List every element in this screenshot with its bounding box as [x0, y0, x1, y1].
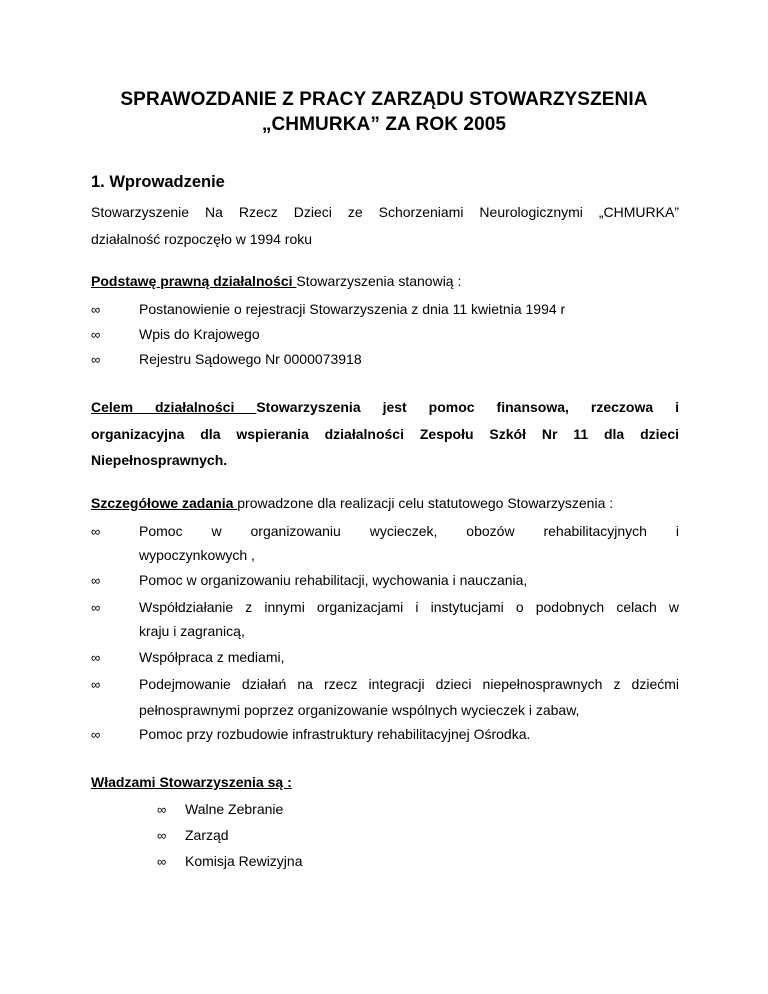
intro-paragraph-line-1: Stowarzyszenie Na Rzecz Dzieci ze Schorzeniami Neurologicznymi „CHMURKA”	[91, 204, 679, 220]
bullet-icon: ∞	[91, 327, 101, 342]
bullet-icon: ∞	[91, 573, 101, 588]
purpose-paragraph-line-2: organizacyjna dla wspierania działalności Zespołu Szkół Nr 11 dla dzieci	[91, 426, 679, 442]
document-title-line-2: „CHMURKA” ZA ROK 2005	[261, 114, 507, 135]
list-item-continuation: kraju i zagranicą,	[139, 623, 245, 639]
bullet-icon: ∞	[91, 727, 101, 742]
list-item-text: Pomoc w organizowaniu rehabilitacji, wychowania i nauczania,	[139, 572, 528, 588]
tasks-text: prowadzone dla realizacji celu statutowego Stowarzyszenia :	[237, 495, 614, 511]
list-item-text: Wpis do Krajowego	[139, 326, 260, 342]
purpose-paragraph-line-3: Niepełnosprawnych.	[91, 452, 228, 468]
bullet-icon: ∞	[91, 352, 101, 367]
intro-paragraph-line-2: działalność rozpoczęło w 1994 roku	[91, 231, 313, 247]
tasks-label: Szczegółowe zadania	[91, 495, 238, 511]
document-title-line-1: SPRAWOZDANIE Z PRACY ZARZĄDU STOWARZYSZENIA	[120, 89, 648, 110]
bullet-icon: ∞	[157, 802, 167, 817]
list-item-text: Rejestru Sądowego Nr 0000073918	[139, 351, 362, 367]
purpose-paragraph-line-1	[91, 398, 679, 417]
bullet-icon: ∞	[91, 677, 101, 692]
list-item-text: Pomoc przy rozbudowie infrastruktury rehabilitacyjnej Ośrodka.	[139, 726, 531, 742]
bullet-icon: ∞	[91, 302, 101, 317]
list-item-continuation: wypoczynkowych ,	[139, 547, 255, 563]
legal-basis-text: Stowarzyszenia stanowią :	[296, 273, 462, 289]
list-item-text: Komisja Rewizyjna	[185, 853, 303, 869]
legal-basis-label: Podstawę prawną działalności	[91, 273, 297, 289]
list-item-continuation: pełnosprawnymi poprzez organizowanie wspólnych wycieczek i zabaw,	[139, 702, 580, 718]
list-item-text: Współpraca z mediami,	[139, 649, 285, 665]
list-item-text: Pomoc w organizowaniu wycieczek, obozów rehabilitacyjnych i	[139, 523, 679, 539]
purpose-text: Stowarzyszenia jest pomoc finansowa, rzeczowa i	[256, 399, 679, 415]
list-item-text: Współdziałanie z innymi organizacjami i instytucjami o podobnych celach w	[139, 599, 679, 615]
section-heading-introduction: 1. Wprowadzenie	[91, 173, 225, 191]
list-item-text: Walne Zebranie	[185, 801, 284, 817]
bullet-icon: ∞	[157, 854, 167, 869]
bullet-icon: ∞	[91, 650, 101, 665]
legal-basis-paragraph	[91, 272, 679, 291]
bullet-icon: ∞	[91, 600, 101, 615]
purpose-label: Celem działalności	[91, 399, 257, 415]
bullet-icon: ∞	[157, 828, 167, 843]
bullet-icon: ∞	[91, 524, 101, 539]
authorities-heading	[91, 773, 679, 792]
authorities-label: Władzami Stowarzyszenia są :	[91, 774, 292, 790]
list-item-text: Podejmowanie działań na rzecz integracji dzieci niepełnosprawnych z dziećmi	[139, 676, 679, 692]
list-item-text: Zarząd	[185, 827, 229, 843]
tasks-paragraph	[91, 494, 679, 513]
list-item-text: Postanowienie o rejestracji Stowarzyszenia z dnia 11 kwietnia 1994 r	[139, 301, 566, 317]
